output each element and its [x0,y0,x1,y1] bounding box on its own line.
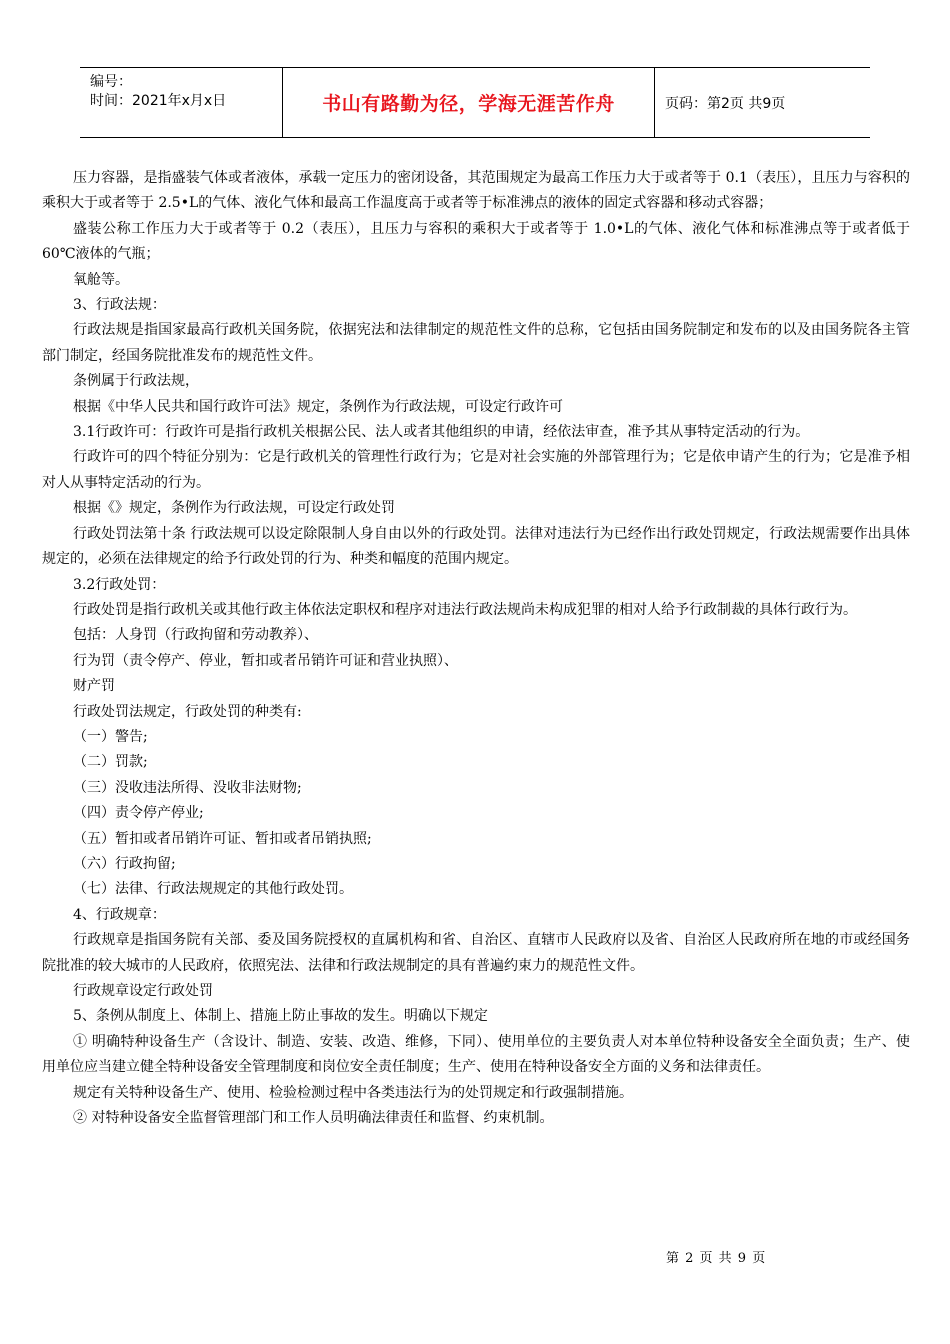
list-item: （七）法律、行政法规规定的其他行政处罚。 [73,881,353,898]
header-page-info: 页码：第2页 共9页 [665,95,786,112]
paragraph: ① 明确特种设备生产（含设计、制造、安装、改造、维修，下同）、使用单位的主要负责人对本单位特种设备安全全面负责；生产、使用单位应当建立健全特种设备安全管理制度和岗位安全责任制度；生产、使用在特种设备安全方面的义务和法律责任。 [42,1033,910,1076]
paragraph: 条例属于行政法规， [73,373,199,390]
paragraph: 行政规章设定行政处罚 [73,983,213,999]
paragraph: 行政处罚是指行政机关或其他行政主体依法定职权和程序对违法行政法规尚未构成犯罪的相对人给予行政制裁的具体行政行为。 [73,601,857,618]
section-heading: 5、条例从制度上、体制上、措施上防止事故的发生。明确以下规定 [73,1008,488,1025]
paragraph: 盛装公称工作压力大于或者等于 0.2（表压），且压力与容积的乘积大于或者等于 1.0•L的气体、液化气体和标准沸点等于或者低于60℃液体的气瓶； [42,220,910,263]
paragraph: 压力容器，是指盛装气体或者液体，承载一定压力的密闭设备，其范围规定为最高工作压力大于或者等于 0.1（表压），且压力与容积的乘积大于或者等于 2.5•L的气体、液化气体和最高工作温度高于或者等于标准沸点的液体的固定式容器和移动式容器； [42,170,910,212]
list-item: （一）警告; [73,728,148,745]
paragraph: 行政处罚法第十条 行政法规可以设定除限制人身自由以外的行政处罚。法律对违法行为已经作出行政处罚规定，行政法规需要作出具体规定的，必须在法律规定的给予行政处罚的行为、种类和幅度的范围内规定。 [42,525,910,568]
paragraph: 根据《》规定，条例作为行政法规，可设定行政处罚 [73,500,395,517]
paragraph: 规定有关特种设备生产、使用、检验检测过程中各类违法行为的处罚规定和行政强制措施。 [73,1084,633,1101]
list-item: （三）没收违法所得、没收非法财物; [73,779,302,796]
list-item: （六）行政拘留; [73,855,176,872]
list-item: （五）暂扣或者吊销许可证、暂扣或者吊销执照; [73,830,372,847]
header-motto: 书山有路勤为径，学海无涯苦作舟 [283,68,655,137]
paragraph: 行政法规是指国家最高行政机关国务院，依据宪法和法律制定的规范性文件的总称，它包括由国务院制定和发布的以及由国务院各主管部门制定，经国务院批准发布的规范性文件。 [42,322,910,364]
paragraph: 行政许可的四个特征分别为：它是行政机关的管理性行政行为；它是对社会实施的外部管理行为；它是依申请产生的行为；它是准予相对人从事特定活动的行为。 [42,449,910,491]
list-item: （二）罚款; [73,754,148,771]
paragraph: 财产罚 [73,678,115,695]
list-item: （四）责令停产停业; [73,805,204,822]
header-meta [80,68,283,137]
paragraph: 行政处罚法规定，行政处罚的种类有: [73,703,302,720]
paragraph: 行为罚（责令停产、停业，暂扣或者吊销许可证和营业执照）、 [73,652,458,669]
paragraph: 根据《中华人民共和国行政许可法》规定，条例作为行政法规，可设定行政许可 [73,398,563,415]
paragraph: 3.1行政许可：行政许可是指行政机关根据公民、法人或者其他组织的申请，经依法审查，准予其从事特定活动的行为。 [73,424,810,441]
paragraph: 氧舱等。 [73,271,129,288]
paragraph: 行政规章是指国务院有关部、委及国务院授权的直属机构和省、自治区、直辖市人民政府以及省、自治区人民政府所在地的市或经国务院批准的较大城市的人民政府，依照宪法、法律和行政法规制定的具有普遍约束力的规范性文件。 [42,932,910,974]
section-heading: 3.2行政处罚： [73,576,166,593]
section-heading: 4、行政规章： [73,906,166,923]
paragraph: 包括：人身罚（行政拘留和劳动教养）、 [73,627,318,644]
page-footer: 第 2 页 共 9 页 [666,1251,767,1266]
time-label: 时间：2021年x月x日 [90,93,227,109]
document-header [80,67,870,138]
number-label: 编号： [90,74,132,90]
document-body [42,166,910,1131]
paragraph: ② 对特种设备安全监督管理部门和工作人员明确法律责任和监督、约束机制。 [73,1110,554,1127]
section-heading: 3、行政法规： [73,297,166,314]
